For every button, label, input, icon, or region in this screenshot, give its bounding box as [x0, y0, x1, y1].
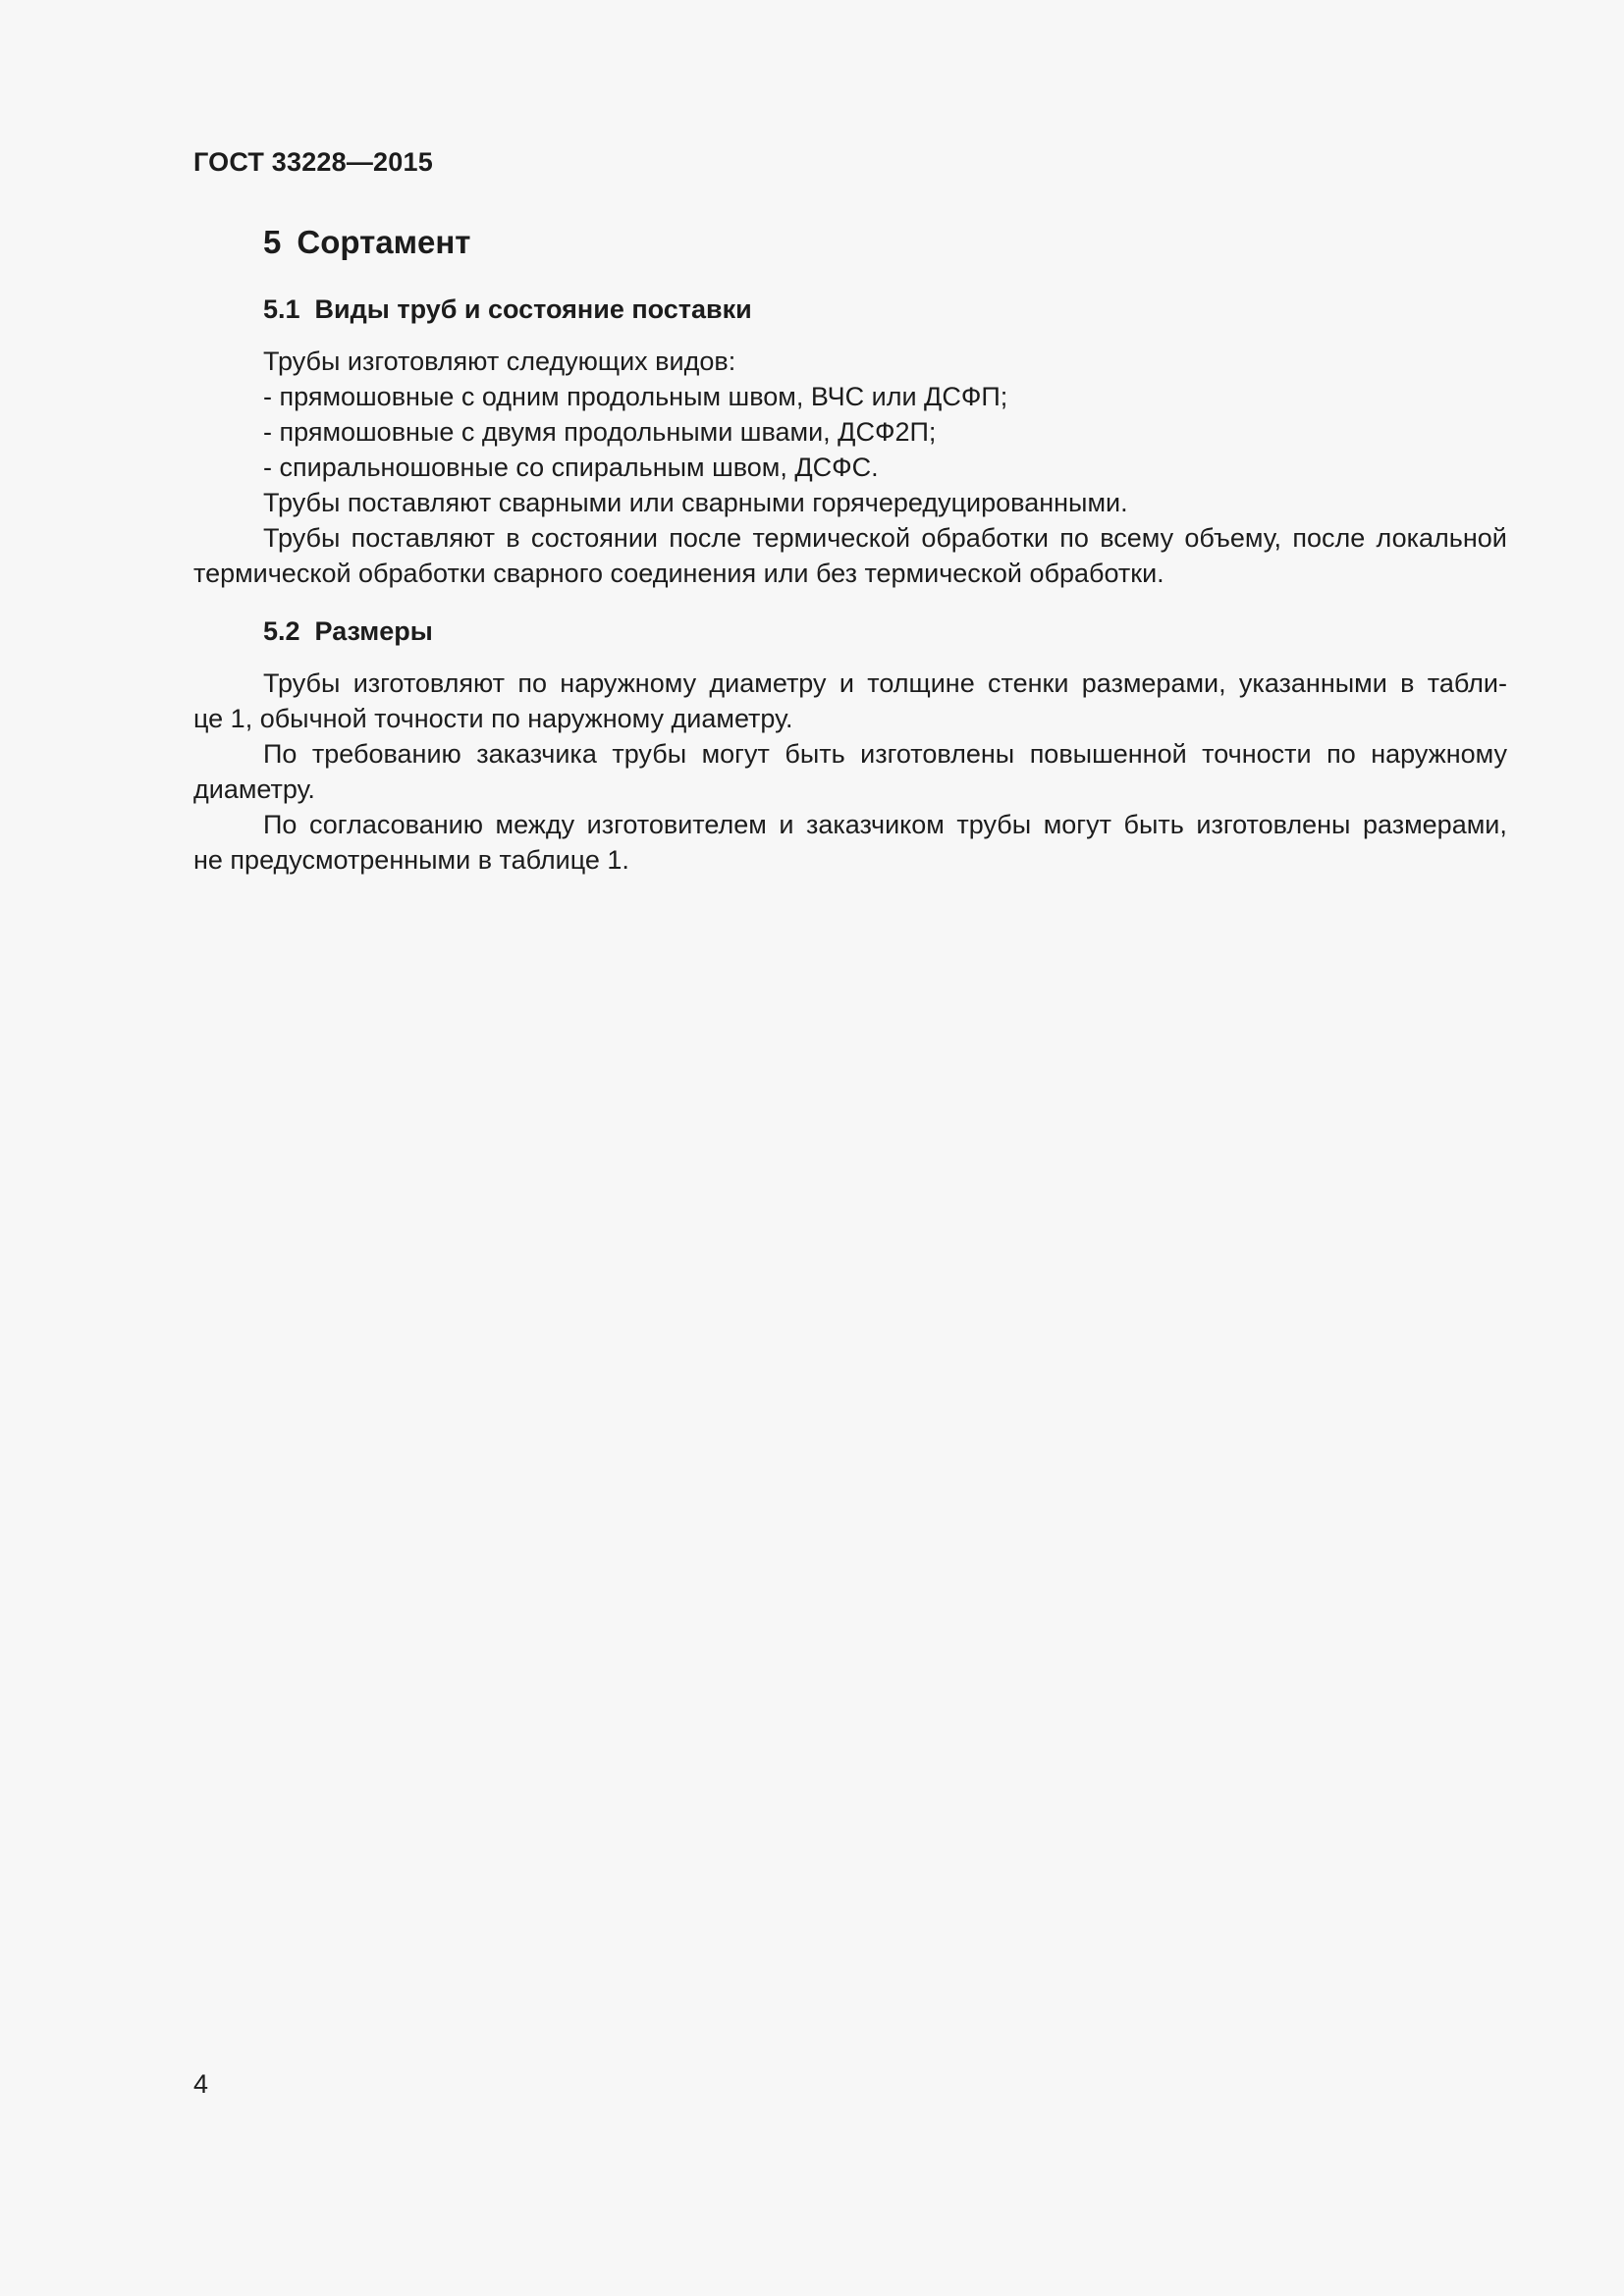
justified-line: Трубы поставляют в состоянии после термической обработки по всему объему, после локальной: [263, 523, 1507, 553]
section-title-text: Сортамент: [297, 224, 471, 260]
sizes-paragraph-1-cont: це 1, обычной точности по наружному диаметру.: [193, 704, 793, 733]
subsection-5-1-title: [263, 294, 752, 325]
pipe-types-intro: Трубы изготовляют следующих видов:: [263, 347, 736, 376]
sizes-paragraph-3-cont: не предусмотренными в таблице 1.: [193, 845, 629, 875]
pipe-delivery-heat-treatment: [193, 520, 1507, 556]
sizes-paragraph-2-cont: диаметру.: [193, 774, 315, 804]
subsection-5-1-number: 5.1: [263, 294, 300, 324]
subsection-5-2-title-text: Размеры: [314, 616, 433, 646]
document-code-header: ГОСТ 33228—2015: [193, 147, 433, 177]
justified-line: По согласованию между изготовителем и заказчиком трубы могут быть изготовлены размерами,: [263, 810, 1507, 839]
pipe-type-straight-double: - прямошовные с двумя продольными швами, ДСФ2П;: [263, 417, 937, 447]
subsection-5-2-body: [193, 666, 1507, 878]
sizes-paragraph-3: [193, 807, 1507, 842]
justified-line: Трубы изготовляют по наружному диаметру и толщине стенки размерами, указанными в табли-: [263, 668, 1507, 698]
pipe-type-straight-single: - прямошовные с одним продольным швом, ВЧС или ДСФП;: [263, 382, 1008, 411]
subsection-5-2-number: 5.2: [263, 616, 300, 646]
subsection-5-1-title-text: Виды труб и состояние поставки: [314, 294, 752, 324]
sizes-paragraph-1: [193, 666, 1507, 701]
pipe-delivery-welded: Трубы поставляют сварными или сварными горячередуцированными.: [263, 488, 1128, 517]
page-number: 4: [193, 2069, 209, 2099]
sizes-paragraph-2: [193, 736, 1507, 772]
pipe-type-spiral: - спиральношовные со спиральным швом, ДСФС.: [263, 453, 879, 482]
subsection-5-1-body: [193, 344, 1507, 591]
pipe-delivery-heat-treatment-cont: термической обработки сварного соединения или без термической обработки.: [193, 559, 1164, 588]
subsection-5-2-title: [263, 616, 433, 647]
section-number: 5: [263, 224, 282, 260]
justified-line: По требованию заказчика трубы могут быть изготовлены повышенной точности по наружному: [263, 739, 1507, 769]
section-title: [263, 224, 470, 261]
